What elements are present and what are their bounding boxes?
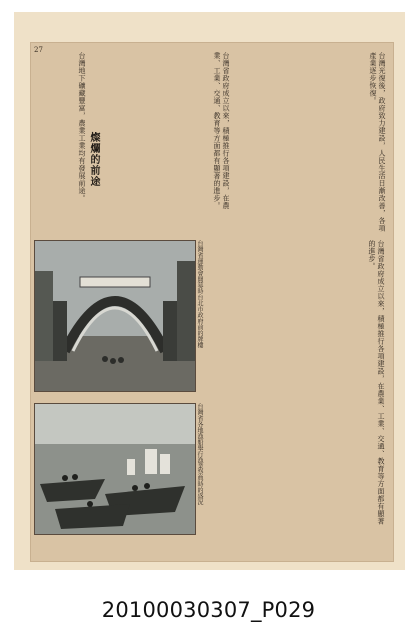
photo-boats xyxy=(34,403,196,535)
photo-archway xyxy=(34,240,196,392)
photo1-caption: 台灣省運動會開幕時台北市政府前的牌樓 xyxy=(196,240,203,348)
article-text-top-left: 台灣地下礦藏豐富，農業工業均有發展前途。 xyxy=(78,52,86,202)
article-text-top-right: 台灣光復後，政府致力建設，人民生活日漸改善，各項產業逐步恢復。 xyxy=(369,52,386,232)
archive-id-label: 20100030307_P029 xyxy=(101,598,316,622)
photo2-caption: 台灣省各地漁船舉行漁業祭典時的盛況 xyxy=(196,403,203,505)
page-number: 27 xyxy=(34,46,43,54)
section-heading: 燦爛的前途 xyxy=(88,132,99,187)
article-text-top-middle: 台灣省政府成立以來，積極推行各項建設，在農業、工業、交通、教育等方面都有顯著的進步。 xyxy=(213,52,230,210)
article-text-lower-right: 台灣省政府成立以來，積極推行各項建設，在農業、工業、交通、教育等方面都有顯著的進步。 xyxy=(368,240,385,525)
